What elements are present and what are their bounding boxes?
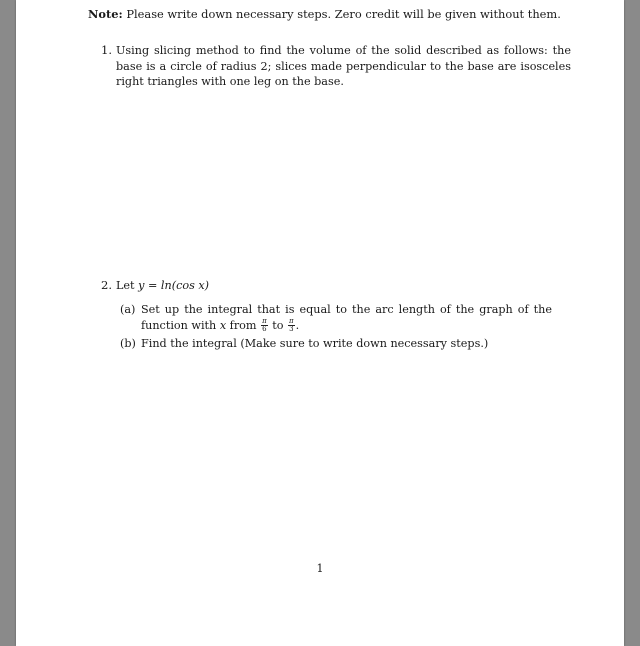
page-number: 1 (316, 562, 324, 575)
subpart-text-before: Set up the integral that is equal to the arc length of the graph of the function with (141, 303, 552, 332)
from-word: from (226, 318, 261, 332)
problem-number: 2. (101, 278, 113, 292)
problem-1 (101, 43, 571, 90)
upper-limit-fraction (288, 318, 295, 333)
document-page (16, 0, 624, 646)
problem-2 (101, 278, 571, 294)
variable: x (219, 318, 227, 332)
fraction-numerator: π (262, 317, 267, 326)
sentence-end: . (295, 318, 300, 332)
subpart-label: (b) (120, 337, 136, 350)
note-label: Note: (88, 7, 123, 21)
fraction-numerator: π (289, 317, 294, 326)
subpart-text: Find the integral (Make sure to write down necessary steps.) (141, 337, 489, 350)
problem-text: Using slicing method to find the volume of the solid described as follows: the base is a circle of radius 2; slices made perpendicular to the base are isosceles right triangles with one leg on the base. (116, 44, 571, 89)
problem-number: 1. (101, 43, 113, 57)
problem-text (116, 278, 571, 294)
note-text: Please write down necessary steps. Zero credit will be given without them. (126, 7, 561, 21)
subpart-label: (a) (120, 303, 136, 316)
fraction-denominator: 6 (262, 325, 267, 334)
subpart-a (120, 302, 552, 333)
to-word: to (268, 318, 288, 332)
fraction-denominator: 3 (289, 325, 294, 334)
subpart-b (120, 336, 552, 352)
function-expression: y = ln(cos x) (138, 279, 210, 292)
lower-limit-fraction (261, 318, 268, 333)
subpart-text (141, 302, 552, 333)
problem-lead: Let (116, 279, 139, 292)
instruction-note (88, 7, 561, 23)
